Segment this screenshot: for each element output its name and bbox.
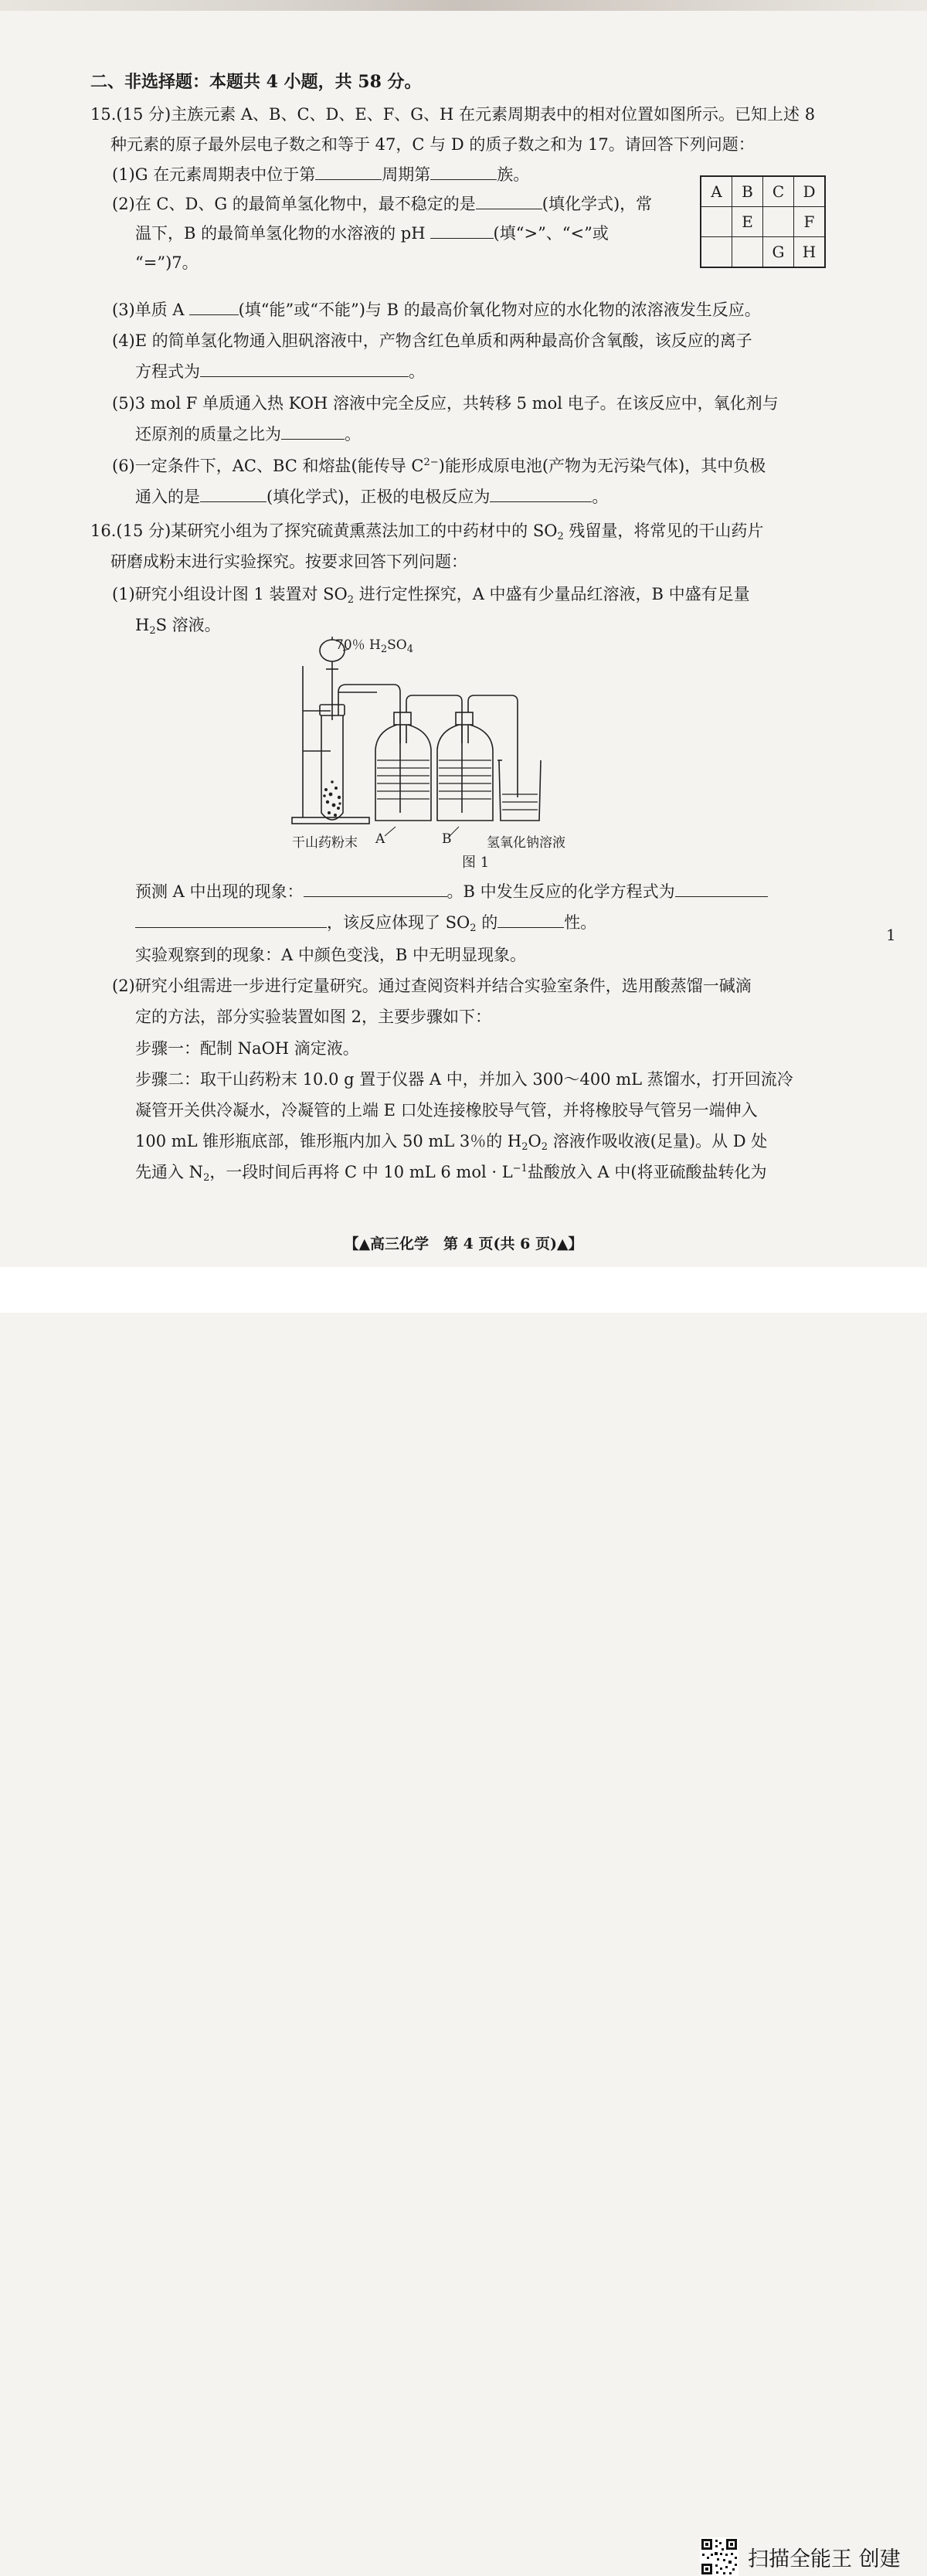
superscript: 2− — [423, 457, 439, 468]
q16-step1: 步骤一：配制 NaOH 滴定液。 — [135, 1039, 359, 1058]
table-cell — [701, 207, 732, 237]
naoh-label: 氢氧化钠溶液 — [487, 835, 565, 851]
periodic-table-fragment — [700, 175, 826, 268]
table-cell: B — [732, 176, 763, 207]
q16-intro-line1 — [90, 520, 763, 542]
q16-predict-line2 — [135, 912, 596, 933]
table-cell — [763, 207, 794, 237]
answer-blank[interactable] — [189, 299, 239, 315]
q16-part2-line1: (2)研究小组需进一步进行定量研究。通过查阅资料并结合实验室条件，选用酸蒸馏一碱滴 — [112, 977, 752, 995]
q15-part4-line2 — [135, 361, 425, 382]
q15-intro-line1 — [90, 104, 815, 125]
q16-predict-text-c: ，该反应体现了 SO — [327, 913, 470, 932]
page-footer: 【▲高三化学 第 4 页(共 6 页)▲】 — [344, 1235, 583, 1252]
q16-predict-line1 — [135, 881, 768, 902]
q15-part3 — [112, 299, 761, 321]
powder-fill — [323, 780, 341, 817]
margin-mark: 1 — [886, 926, 896, 944]
q15-part2-text-b: (填化学式)，常 — [542, 195, 653, 213]
table-cell: F — [794, 207, 826, 237]
stand-base — [292, 817, 369, 824]
answer-blank[interactable] — [200, 361, 409, 377]
q16-step2-line4 — [135, 1161, 767, 1183]
bottle-a-label: A — [375, 831, 385, 847]
q16-step2-line1: 步骤二：取干山药粉末 10.0 g 置于仪器 A 中，并加入 300～400 mL 蒸馏水，打开回流冷 — [135, 1070, 793, 1089]
answer-blank[interactable] — [490, 486, 592, 502]
scanner-watermark-bar — [0, 1267, 927, 2571]
table-cell — [732, 237, 763, 268]
q15-part6-text-e: 。 — [592, 488, 609, 506]
exam-page — [0, 0, 927, 1267]
q16-step2-text-c1: 100 mL 锥形瓶底部，锥形瓶内加入 50 mL 3％的 H — [135, 1132, 522, 1150]
q15-part2-text-a: (2)在 C、D、G 的最简单氢化物中，最不稳定的是 — [112, 195, 476, 213]
bottle-b-label: B — [442, 831, 452, 847]
q15-part3-text-b: (填“能”或“不能”)与 B 的最高价氧化物对应的水化物的浓溶液发生反应。 — [238, 301, 761, 319]
q15-part4-line1: (4)E 的简单氢化物通入胆矾溶液中，产物含红色单质和两种最高价含氧酸，该反应的离子 — [112, 331, 752, 350]
stopper-a — [394, 712, 411, 725]
q16-part1-text-b: 进行定性探究，A 中盛有少量品红溶液，B 中盛有足量 — [354, 585, 750, 603]
scanner-brand-text: 扫描全能王 创建 — [748, 2547, 901, 2571]
answer-blank[interactable] — [675, 881, 768, 897]
subscript: 2 — [203, 1172, 210, 1184]
q15-part6-text-c: 通入的是 — [135, 488, 200, 506]
leader-lines — [343, 649, 459, 836]
table-cell: H — [794, 237, 826, 268]
q15-part6-text-b: )能形成原电池(产物为无污染气体)，其中负极 — [438, 457, 766, 475]
q15-intro-text1: (15 分)主族元素 A、B、C、D、E、F、G、H 在元素周期表中的相对位置如图所示。已知上述 8 — [116, 105, 816, 124]
answer-blank[interactable] — [304, 881, 447, 897]
q16-step2-text-d3: 盐酸放入 A 中(将亚硫酸盐转化为 — [527, 1163, 767, 1181]
q15-part5-text-b: 还原剂的质量之比为 — [135, 425, 281, 443]
q15-part2-line3: “=”)7。 — [135, 253, 199, 272]
table-cell: E — [732, 207, 763, 237]
q15-part2-line2 — [135, 223, 609, 244]
q15-part5-line1: (5)3 mol F 单质通入热 KOH 溶液中完全反应，共转移 5 mol 电子。在该反应中，氧化剂与 — [112, 394, 779, 413]
q16-part1-line2 — [135, 614, 221, 636]
q16-step2-text-d2: ，一段时间后再将 C 中 10 mL 6 mol · L — [209, 1163, 513, 1181]
q15-part5-text-c: 。 — [345, 425, 361, 443]
section-title: 二、非选择题：本题共 4 小题，共 58 分。 — [90, 72, 422, 92]
q16-intro-line2: 研磨成粉末进行实验探究。按要求回答下列问题： — [110, 552, 467, 571]
subscript: 2 — [347, 594, 355, 606]
answer-blank[interactable] — [200, 486, 267, 502]
q16-part1-text-c1: H — [135, 616, 150, 634]
q15-part3-text-a: (3)单质 A — [112, 301, 185, 319]
apparatus-diagram — [284, 627, 640, 851]
subscript: 4 — [406, 644, 414, 655]
q16-predict-text-a: 预测 A 中出现的现象： — [135, 882, 304, 901]
q16-step2-text-c2: O — [528, 1132, 542, 1150]
q15-part1-text-b: 周期第 — [382, 165, 431, 184]
answer-blank[interactable] — [430, 223, 494, 239]
tube-a-to-b — [406, 695, 462, 743]
table-cell: D — [794, 176, 826, 207]
acid-text-a: 70％ H — [335, 637, 381, 653]
q16-part1-text-a: (1)研究小组设计图 1 装置对 SO — [112, 585, 348, 603]
acid-text-b: SO — [387, 637, 407, 653]
subscript: 2 — [557, 531, 564, 542]
q16-part2-line2: 定的方法，部分实验装置如图 2，主要步骤如下： — [135, 1008, 492, 1026]
q15-part6-text-a: (6)一定条件下，AC、BC 和熔盐(能传导 C — [112, 457, 424, 475]
q16-predict-text-e: 性。 — [564, 913, 597, 932]
q16-part1-line1 — [112, 583, 750, 605]
q16-intro-text-a: (15 分)某研究小组为了探究硫黄熏蒸法加工的中药材中的 SO — [116, 522, 558, 540]
q16-predict-text-b: 。B 中发生反应的化学方程式为 — [447, 882, 675, 901]
subscript: 2 — [380, 644, 388, 655]
q16-step2-text-d1: 先通入 N — [135, 1163, 204, 1181]
q15-part1-text-a: (1)G 在元素周期表中位于第 — [112, 165, 316, 184]
q15-part6-line2 — [135, 486, 608, 508]
q15-part1-text-c: 族。 — [497, 165, 530, 184]
qr-code-icon — [700, 2537, 739, 2576]
q15-intro-line2: 种元素的原子最外层电子数之和等于 47，C 与 D 的质子数之和为 17。请回答下列问题： — [110, 135, 755, 154]
q16-number: 16. — [90, 522, 117, 540]
q16-observation: 实验观察到的现象：A 中颜色变浅，B 中无明显现象。 — [135, 946, 526, 964]
table-cell: A — [701, 176, 732, 207]
q15-part4-text-b: 方程式为 — [135, 362, 200, 381]
bottle-a — [375, 725, 431, 821]
q15-part6-text-d: (填化学式)，正极的电极反应为 — [267, 488, 491, 506]
figure-1-apparatus — [284, 627, 640, 851]
beaker — [499, 760, 541, 821]
subscript: 2 — [470, 923, 477, 934]
q15-part5-line2 — [135, 423, 361, 445]
answer-blank[interactable] — [135, 912, 327, 928]
q15-part1 — [112, 164, 529, 185]
subscript: 2 — [149, 625, 156, 637]
q16-step2-line3 — [135, 1130, 767, 1152]
answer-blank[interactable] — [281, 423, 345, 440]
tube-to-a — [338, 685, 400, 743]
q15-part2-line1 — [112, 193, 652, 215]
table-cell: C — [763, 176, 794, 207]
q15-part2-text-d: (填“>”、“<”或 — [493, 224, 609, 243]
q16-part1-text-c2: S 溶液。 — [155, 616, 221, 634]
q15-number: 15. — [90, 105, 117, 124]
acid-label — [335, 634, 413, 653]
q16-intro-text-b: 残留量，将常见的干山药片 — [563, 522, 764, 540]
table-cell — [701, 237, 732, 268]
subscript: 2 — [521, 1141, 528, 1153]
bottle-b — [437, 725, 493, 821]
stopper-b — [456, 712, 473, 725]
powder-label: 干山药粉末 — [292, 835, 358, 851]
liquid-levels — [377, 760, 538, 810]
figure-1-caption: 图 1 — [462, 855, 490, 871]
superscript: −1 — [512, 1163, 528, 1174]
subscript: 2 — [541, 1141, 548, 1153]
q16-step2-line2: 凝管开关供冷凝水，冷凝管的上端 E 口处连接橡胶导气管，并将橡胶导气管另一端伸入 — [135, 1101, 758, 1120]
q16-step2-text-c3: 溶液作吸收液(足量)。从 D 处 — [548, 1132, 768, 1150]
answer-blank[interactable] — [476, 193, 542, 209]
answer-blank[interactable] — [315, 164, 382, 180]
answer-blank[interactable] — [430, 164, 497, 180]
answer-blank[interactable] — [497, 912, 564, 928]
q15-part6-line1 — [112, 455, 766, 477]
q15-part2-text-c: 温下，B 的最简单氢化物的水溶液的 pH — [135, 224, 426, 243]
q16-predict-text-d: 的 — [476, 913, 498, 932]
q15-part4-text-c: 。 — [409, 362, 425, 381]
table-cell: G — [763, 237, 794, 268]
